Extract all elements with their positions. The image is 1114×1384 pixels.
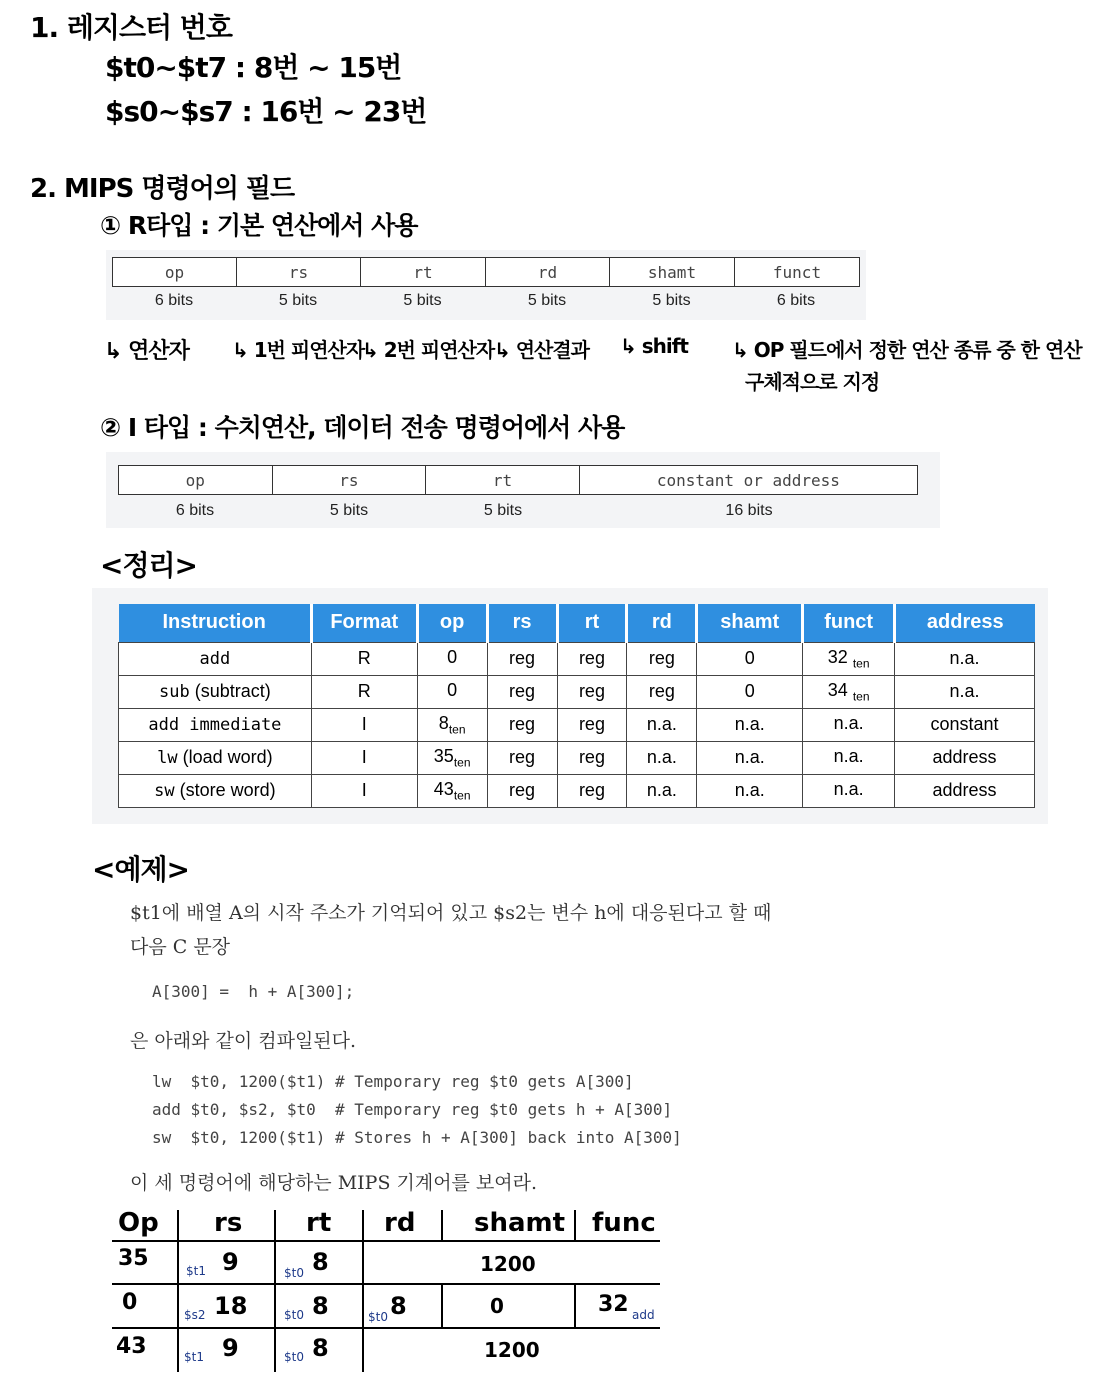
cell-rs: reg (487, 774, 557, 807)
i-field-rs: rs (273, 466, 427, 494)
summary-heading: <정리> (100, 549, 198, 582)
i-type-bits (118, 502, 918, 520)
cell-funct: 34 $_{ten}$ (803, 675, 895, 708)
cell-funct: 32 $_{ten}$ (803, 642, 895, 675)
r-bits-rd: 5 bits (527, 292, 567, 309)
table-row (119, 642, 1035, 675)
r-bits-op: 6 bits (154, 292, 194, 309)
m-row1-addr: 1200 (480, 1252, 536, 1276)
th-address: address (895, 604, 1035, 642)
r-type-heading: ① R타입 : 기본 연산에서 사용 (100, 211, 418, 240)
cell-shamt: n.a. (697, 708, 803, 741)
cell-rs: reg (487, 741, 557, 774)
cell-format: I (311, 741, 417, 774)
r-field-rs: rs (237, 258, 361, 286)
mt-vline-5 (441, 1284, 443, 1328)
asm-line-add: add $t0, $s2, $t0 # Temporary reg $t0 gets h + A[300] (152, 1100, 673, 1119)
cell-rt: reg (557, 774, 627, 807)
cell-address: n.a. (895, 675, 1035, 708)
cell-format: R (311, 675, 417, 708)
r-field-rd: rd (486, 258, 610, 286)
cell-shamt: 0 (697, 675, 803, 708)
cell-address: address (895, 741, 1035, 774)
cell-instruction: sub (subtract) (119, 675, 312, 708)
example-line4: 이 세 명령어에 해당하는 MIPS 기계어를 보여라. (130, 1172, 538, 1194)
cell-rt: reg (557, 642, 627, 675)
i-bits-rs: 5 bits (329, 502, 369, 519)
table-row (119, 774, 1035, 807)
m-row3-addr: 1200 (484, 1338, 540, 1362)
m-row3-op: 43 (116, 1334, 147, 1359)
cell-funct: n.a. (803, 741, 895, 774)
summary-header-row (119, 604, 1035, 642)
r-note-rt: ↳ 2번 피연산자 (362, 338, 495, 362)
i-field-constant: constant or address (656, 470, 840, 490)
mt-vline-1 (177, 1210, 179, 1372)
cell-rs: reg (487, 642, 557, 675)
cell-op: 0 (417, 642, 487, 675)
mt-line-1 (112, 1240, 660, 1242)
m-row1-rs: 9 (222, 1248, 239, 1276)
example-line2: 다음 C 문장 (130, 936, 231, 958)
i-field-rt: rt (426, 466, 580, 494)
cell-rs: reg (487, 675, 557, 708)
mt-vline-4 (441, 1210, 443, 1240)
cell-rt: reg (557, 741, 627, 774)
i-field-op: op (119, 466, 273, 494)
m-row3-rt: 8 (312, 1334, 329, 1362)
cell-rt: reg (557, 675, 627, 708)
cell-funct: n.a. (803, 708, 895, 741)
mt-vline-3 (362, 1210, 364, 1372)
th-funct: funct (803, 604, 895, 642)
m-row1-op: 35 (118, 1246, 149, 1271)
register-range-s: $s0~$s7 : 16번 ~ 23번 (105, 95, 427, 128)
m-row2-func-note: add (632, 1308, 655, 1322)
cell-format: I (311, 774, 417, 807)
mh-rd: rd (384, 1208, 416, 1238)
m-row2-op: 0 (122, 1290, 138, 1315)
i-bits-op: 6 bits (175, 502, 215, 519)
cell-rd: n.a. (627, 708, 697, 741)
r-type-bits (112, 292, 860, 310)
cell-instruction: lw (load word) (119, 741, 312, 774)
table-row (119, 675, 1035, 708)
mt-vline-2 (274, 1210, 276, 1372)
cell-op: 0 (417, 675, 487, 708)
cell-instruction: add (119, 642, 312, 675)
cell-funct: n.a. (803, 774, 895, 807)
mt-vline-7 (574, 1284, 576, 1328)
m-row2-rd-note: $t0 (368, 1310, 388, 1324)
r-note-op: ↳ 연산자 (104, 339, 189, 364)
summary-table (118, 604, 1035, 808)
cell-format: R (311, 642, 417, 675)
mt-line-3 (112, 1327, 660, 1329)
cell-address: constant (895, 708, 1035, 741)
cell-op: $8_{ten}$ (417, 708, 487, 741)
r-note-funct-2: 구체적으로 지정 (745, 370, 880, 394)
r-field-op: op (113, 258, 237, 286)
mh-op: Op (118, 1208, 159, 1238)
r-bits-shamt: 5 bits (652, 292, 691, 309)
i-bits-rt: 5 bits (483, 502, 523, 519)
r-note-funct: ↳ OP 필드에서 정한 연산 종류 중 한 연산 (732, 338, 1082, 362)
cell-instruction: add immediate (119, 708, 312, 741)
m-row2-rs: 18 (214, 1292, 248, 1320)
m-row2-rt: 8 (312, 1292, 329, 1320)
mt-line-2 (112, 1283, 660, 1285)
r-note-rs: ↳ 1번 피연산자 (232, 338, 365, 362)
m-row2-rs-note: $s2 (184, 1308, 206, 1322)
cell-address: n.a. (895, 642, 1035, 675)
m-row2-func: 32 (598, 1292, 629, 1317)
r-bits-rs: 5 bits (278, 292, 318, 309)
th-format: Format (311, 604, 417, 642)
th-instruction: Instruction (119, 604, 312, 642)
th-rs: rs (487, 604, 557, 642)
section1-heading: 1. 레지스터 번호 (30, 11, 232, 44)
r-type-fields (112, 257, 860, 287)
cell-rd: n.a. (627, 741, 697, 774)
example-line3: 은 아래와 같이 컴파일된다. (130, 1030, 357, 1052)
r-note-rd: ↳ 연산결과 (494, 338, 590, 362)
th-rt: rt (557, 604, 627, 642)
example-line1: $t1에 배열 A의 시작 주소가 기억되어 있고 $s2는 변수 h에 대응된다고 할 때 (130, 902, 772, 924)
cell-rt: reg (557, 708, 627, 741)
register-range-t: $t0~$t7 : 8번 ~ 15번 (105, 51, 402, 84)
mh-rt: rt (306, 1208, 332, 1238)
cell-shamt: n.a. (697, 741, 803, 774)
th-rd: rd (627, 604, 697, 642)
m-row1-rt-note: $t0 (284, 1266, 304, 1280)
mt-vline-6 (574, 1210, 576, 1240)
m-row3-rs: 9 (222, 1334, 239, 1362)
m-row1-rt: 8 (312, 1248, 329, 1276)
m-row3-rt-note: $t0 (284, 1350, 304, 1364)
cell-rd: reg (627, 642, 697, 675)
cell-op: $35_{ten}$ (417, 741, 487, 774)
cell-rd: n.a. (627, 774, 697, 807)
cell-address: address (895, 774, 1035, 807)
m-row3-rs-note: $t1 (184, 1350, 204, 1364)
r-bits-funct: 6 bits (776, 292, 816, 309)
cell-rs: reg (487, 708, 557, 741)
r-note-shamt: ↳ shift (620, 334, 688, 358)
r-field-rt: rt (361, 258, 486, 286)
i-bits-constant: 16 bits (725, 502, 773, 519)
table-row (119, 741, 1035, 774)
r-field-shamt: shamt (610, 258, 735, 286)
cell-shamt: n.a. (697, 774, 803, 807)
mh-shamt: shamt (474, 1208, 566, 1238)
r-bits-rt: 5 bits (403, 292, 442, 309)
asm-line-sw: sw $t0, 1200($t1) # Stores h + A[300] back into A[300] (152, 1128, 682, 1147)
example-heading: <예제> (92, 853, 190, 886)
m-row2-rd: 8 (390, 1292, 407, 1320)
example-c-code: A[300] = h + A[300]; (152, 982, 355, 1001)
cell-format: I (311, 708, 417, 741)
cell-rd: reg (627, 675, 697, 708)
m-row2-rt-note: $t0 (284, 1308, 304, 1322)
section2-heading: 2. MIPS 명령어의 필드 (30, 174, 295, 204)
i-type-fields (118, 465, 918, 495)
cell-op: $43_{ten}$ (417, 774, 487, 807)
mh-rs: rs (214, 1208, 243, 1238)
cell-instruction: sw (store word) (119, 774, 312, 807)
r-field-funct: funct (772, 262, 822, 282)
th-op: op (417, 604, 487, 642)
cell-shamt: 0 (697, 642, 803, 675)
mh-func: func (592, 1208, 656, 1238)
table-row (119, 708, 1035, 741)
i-type-heading: ② I 타입 : 수치연산, 데이터 전송 명령어에서 사용 (100, 413, 625, 442)
m-row1-rs-note: $t1 (186, 1264, 206, 1278)
th-shamt: shamt (697, 604, 803, 642)
asm-line-lw: lw $t0, 1200($t1) # Temporary reg $t0 gets A[300] (152, 1072, 634, 1091)
m-row2-shamt: 0 (490, 1294, 504, 1318)
